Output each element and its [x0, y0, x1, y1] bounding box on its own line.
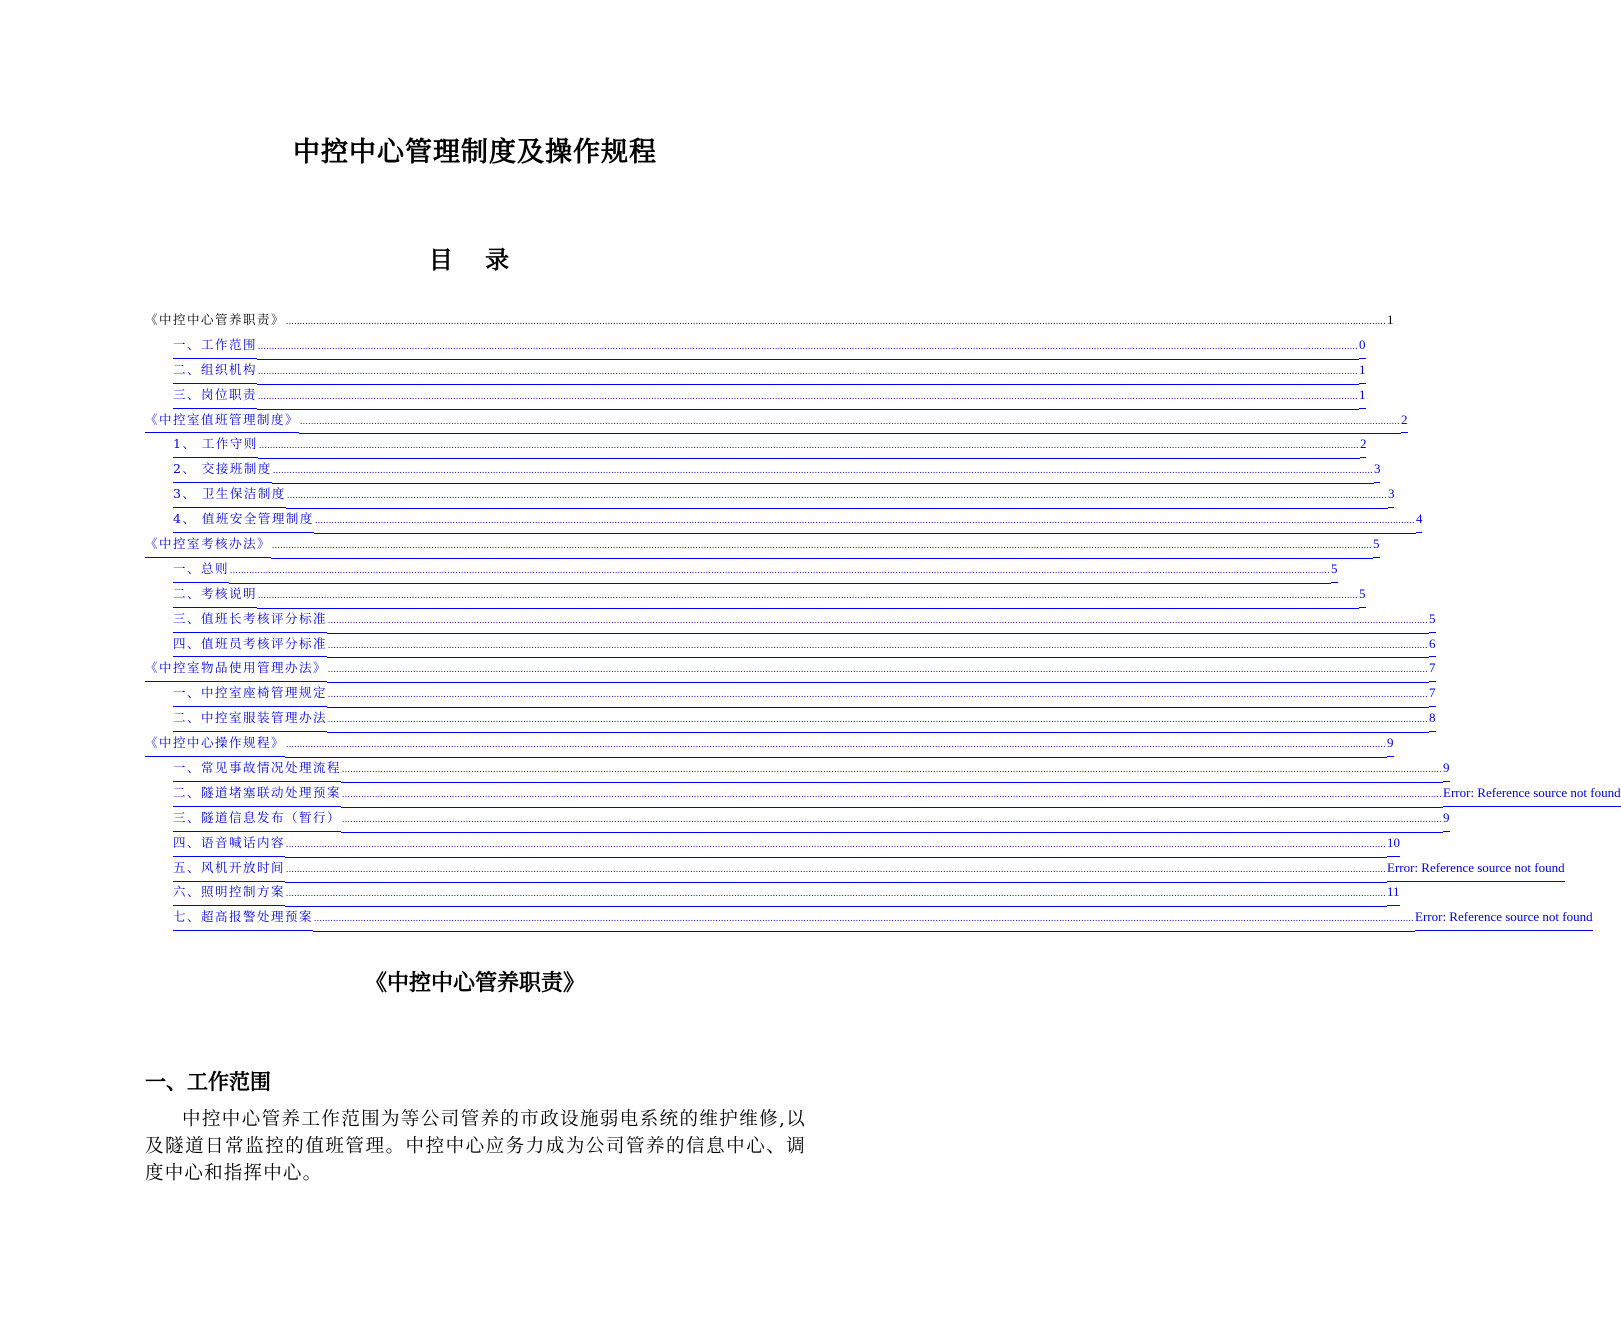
toc-dot-leader: ................................................................................................................................................................................................................................................................................................................................................................................................................: [285, 881, 1387, 907]
toc-dot-leader: ................................................................................................................................................................................................................................................................................................................................................................................................................: [229, 558, 1331, 584]
toc-dot-leader: ................................................................................................................................................................................................................................................................................................................................................................................................................: [314, 508, 1416, 534]
toc-dot-leader: ................................................................................................................................................................................................................................................................................................................................................................................................................: [285, 732, 1387, 758]
toc-entry[interactable]: [145, 408, 1408, 433]
toc-dot-leader: ................................................................................................................................................................................................................................................................................................................................................................................................................: [271, 533, 1373, 559]
toc-entry-page: Error: Reference source not found: [1387, 856, 1565, 882]
toc-dot-leader: ................................................................................................................................................................................................................................................................................................................................................................................................................: [327, 707, 1429, 733]
toc-entry-page: Error: Reference source not found: [1415, 905, 1593, 931]
toc-entry-label: 一、总则: [173, 557, 229, 583]
toc-entry-label: 三、值班长考核评分标准: [173, 607, 327, 633]
toc-entry-label: 4、 值班安全管理制度: [173, 507, 314, 533]
toc-dot-leader: ................................................................................................................................................................................................................................................................................................................................................................................................................: [286, 483, 1388, 509]
toc-entry-label: 五、风机开放时间: [173, 856, 285, 882]
toc-entry-page: 3: [1388, 482, 1395, 508]
toc-entry[interactable]: [145, 507, 1423, 532]
toc-entry-label: 二、中控室服装管理办法: [173, 706, 327, 732]
toc-entry[interactable]: [145, 432, 1367, 457]
toc-entry-label: 三、岗位职责: [173, 383, 257, 409]
toc-dot-leader: ................................................................................................................................................................................................................................................................................................................................................................................................................: [285, 832, 1387, 858]
toc-entry[interactable]: [145, 681, 1436, 706]
toc-dot-leader: ................................................................................................................................................................................................................................................................................................................................................................................................................: [327, 657, 1429, 683]
toc-dot-leader: ................................................................................................................................................................................................................................................................................................................................................................................................................: [341, 807, 1443, 833]
toc-entry[interactable]: [145, 831, 1401, 856]
toc-entry-page: 2: [1360, 432, 1367, 458]
toc-entry-label: 《中控中心管养职责》: [145, 312, 286, 327]
toc-entry[interactable]: [145, 656, 1436, 681]
toc-entry[interactable]: [145, 582, 1366, 607]
toc-entry-page: 1: [1359, 358, 1366, 384]
toc-dot-leader: ................................................................................................................................................................................................................................................................................................................................................................................................................: [257, 359, 1359, 385]
toc-entry-page: 10: [1387, 831, 1400, 857]
toc-entry[interactable]: [145, 781, 1621, 806]
sub-heading: 一、工作范围: [145, 1070, 271, 1094]
toc-entry-label: 《中控室值班管理制度》: [145, 408, 299, 434]
toc-entry-page: 1: [1387, 312, 1394, 327]
toc-entry-label: 2、 交接班制度: [173, 457, 272, 483]
table-of-contents: [145, 308, 1621, 930]
toc-dot-leader: ................................................................................................................................................................................................................................................................................................................................................................................................................: [327, 608, 1429, 634]
toc-dot-leader: ................................................................................................................................................................................................................................................................................................................................................................................................................: [327, 633, 1429, 659]
toc-entry[interactable]: [145, 532, 1380, 557]
toc-entry-label: 3、 卫生保洁制度: [173, 482, 286, 508]
toc-entry-label: 四、语音喊话内容: [173, 831, 285, 857]
toc-entry-label: 一、工作范围: [173, 333, 257, 359]
toc-entry-label: 《中控室物品使用管理办法》: [145, 656, 327, 682]
toc-entry[interactable]: [145, 358, 1366, 383]
toc-entry-page: 0: [1359, 333, 1366, 359]
toc-dot-leader: ................................................................................................................................................................................................................................................................................................................................................................................................................: [313, 906, 1415, 932]
toc-entry-page: 6: [1429, 632, 1436, 658]
toc-entry[interactable]: [145, 482, 1395, 507]
toc-entry-page: 2: [1401, 408, 1408, 434]
toc-entry[interactable]: [145, 880, 1400, 905]
toc-heading: 目 录: [428, 246, 522, 274]
toc-entry[interactable]: [145, 905, 1593, 930]
toc-entry-label: 一、常见事故情况处理流程: [173, 756, 341, 782]
toc-entry-label: 二、考核说明: [173, 582, 257, 608]
toc-entry-page: Error: Reference source not found: [1443, 781, 1621, 807]
toc-entry-page: 11: [1387, 880, 1400, 906]
toc-entry-page: 9: [1387, 731, 1394, 757]
toc-dot-leader: ................................................................................................................................................................................................................................................................................................................................................................................................................: [257, 384, 1359, 410]
toc-entry[interactable]: [145, 756, 1450, 781]
toc-entry-label: 七、超高报警处理预案: [173, 905, 313, 931]
toc-entry-page: 7: [1429, 656, 1436, 682]
body-paragraph: 中控中心管养工作范围为等公司管养的市政设施弱电系统的维护维修,以及隧道日常监控的值班管理。中控中心应务力成为公司管养的信息中心、调度中心和指挥中心。: [145, 1109, 806, 1184]
toc-entry-page: 5: [1373, 532, 1380, 558]
toc-entry[interactable]: [145, 706, 1436, 731]
toc-dot-leader: ................................................................................................................................................................................................................................................................................................................................................................................................................: [299, 409, 1401, 435]
toc-dot-leader: ................................................................................................................................................................................................................................................................................................................................................................................................................: [341, 757, 1443, 783]
toc-entry-page: 1: [1359, 383, 1366, 409]
toc-entry-page: 9: [1443, 756, 1450, 782]
toc-entry[interactable]: [145, 806, 1450, 831]
toc-entry: [145, 308, 1394, 333]
toc-entry-page: 9: [1443, 806, 1450, 832]
toc-entry[interactable]: [145, 557, 1338, 582]
section-title: 《中控中心管养职责》: [364, 971, 585, 996]
toc-dot-leader: ................................................................................................................................................................................................................................................................................................................................................................................................................: [285, 857, 1387, 883]
toc-entry-label: 1、 工作守则: [173, 432, 258, 458]
toc-entry-label: 四、值班员考核评分标准: [173, 632, 327, 658]
toc-dot-leader: ................................................................................................................................................................................................................................................................................................................................................................................................................: [341, 782, 1443, 808]
toc-dot-leader: ................................................................................................................................................................................................................................................................................................................................................................................................................: [272, 458, 1374, 484]
toc-entry-page: 3: [1374, 457, 1381, 483]
toc-entry[interactable]: [145, 632, 1436, 657]
toc-entry-label: 二、组织机构: [173, 358, 257, 384]
toc-entry-page: 8: [1429, 706, 1436, 732]
toc-entry-label: 二、隧道堵塞联动处理预案: [173, 781, 341, 807]
toc-dot-leader: ................................................................................................................................................................................................................................................................................................................................................................................................................: [286, 316, 1387, 326]
toc-entry-label: 《中控中心操作规程》: [145, 731, 285, 757]
document-title: 中控中心管理制度及操作规程: [293, 137, 657, 168]
toc-dot-leader: ................................................................................................................................................................................................................................................................................................................................................................................................................: [257, 334, 1359, 360]
toc-entry[interactable]: [145, 607, 1436, 632]
toc-dot-leader: ................................................................................................................................................................................................................................................................................................................................................................................................................: [327, 682, 1429, 708]
toc-entry[interactable]: [145, 333, 1366, 358]
toc-entry[interactable]: [145, 856, 1565, 881]
toc-entry-label: 三、隧道信息发布（暂行）: [173, 806, 341, 832]
toc-entry[interactable]: [145, 731, 1394, 756]
toc-entry[interactable]: [145, 457, 1381, 482]
toc-entry-page: 5: [1359, 582, 1366, 608]
toc-entry-page: 4: [1416, 507, 1423, 533]
toc-entry-page: 5: [1429, 607, 1436, 633]
toc-entry-label: 一、中控室座椅管理规定: [173, 681, 327, 707]
toc-entry-page: 7: [1429, 681, 1436, 707]
toc-entry[interactable]: [145, 383, 1366, 408]
toc-entry-label: 《中控室考核办法》: [145, 532, 271, 558]
toc-dot-leader: ................................................................................................................................................................................................................................................................................................................................................................................................................: [258, 433, 1360, 459]
toc-dot-leader: ................................................................................................................................................................................................................................................................................................................................................................................................................: [257, 583, 1359, 609]
toc-entry-label: 六、照明控制方案: [173, 880, 285, 906]
toc-entry-page: 5: [1331, 557, 1338, 583]
